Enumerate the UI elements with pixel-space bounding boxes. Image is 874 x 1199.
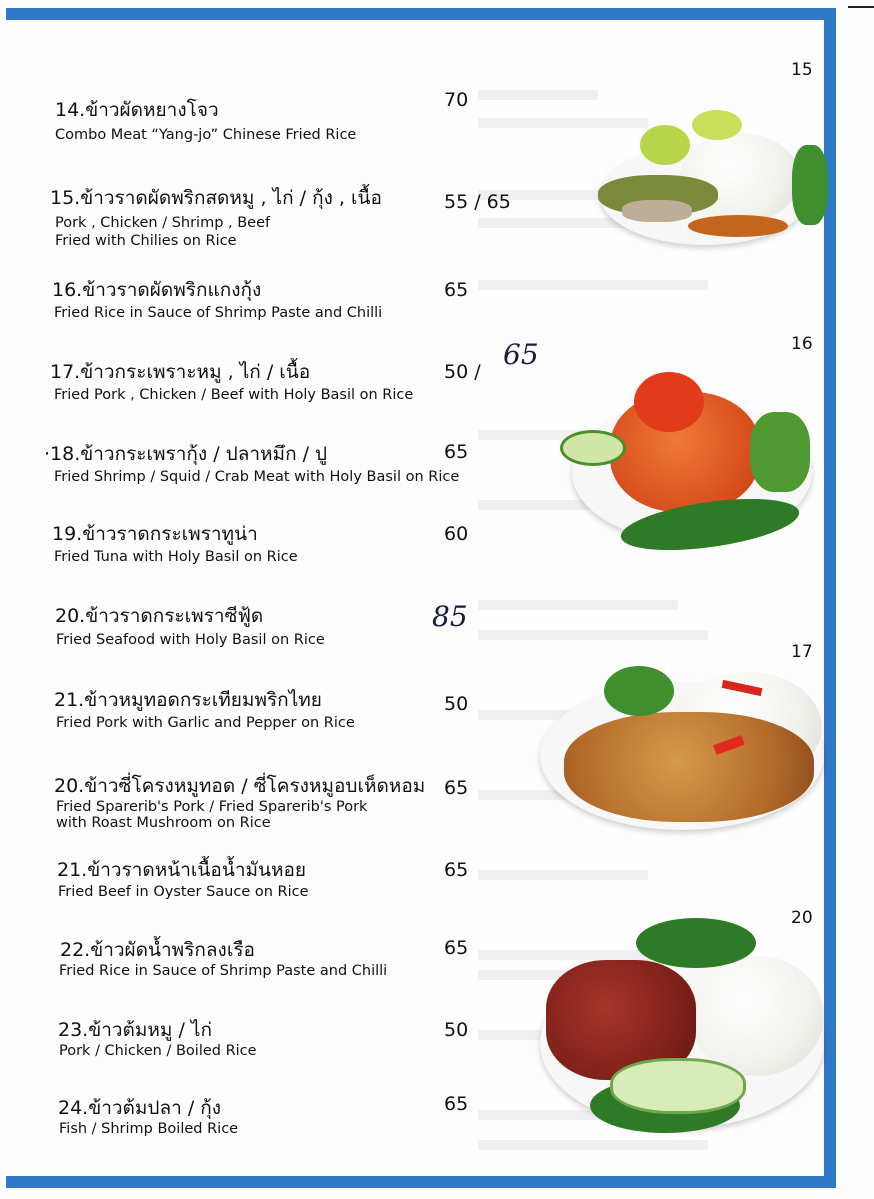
- item-price: 55 / 65: [444, 191, 511, 213]
- item-price: 65: [444, 1093, 469, 1115]
- menu-item-20-sparerib: [0, 768, 520, 838]
- item-price: 65: [444, 937, 469, 959]
- photo-number-16: 16: [791, 334, 813, 354]
- blue-border-top: [6, 8, 836, 20]
- item-price: 65: [444, 777, 469, 799]
- item-thai-name: 20.ข้าวซี่โครงหมูทอด / ซี่โครงหมูอบเห็ดหอม: [54, 775, 426, 797]
- corner-mark: [848, 0, 874, 8]
- item-english-name: Fried Shrimp / Squid / Crab Meat with Holy Basil on Rice: [54, 469, 460, 485]
- item-thai-name: 21.ข้าวราดหน้าเนื้อน้ำมันหอย: [57, 859, 307, 881]
- item-price: 50 /: [444, 361, 481, 383]
- photo-number-20: 20: [791, 908, 813, 928]
- item-thai-name: 20.ข้าวราดกระเพราซีฟู้ด: [55, 605, 264, 627]
- item-thai-name: 19.ข้าวราดกระเพราทูน่า: [52, 523, 258, 545]
- menu-item-17: [0, 354, 520, 424]
- item-english-name: Fried Beef in Oyster Sauce on Rice: [58, 884, 309, 900]
- item-thai-name: 14.ข้าวผัดหยางโจว: [55, 99, 219, 121]
- menu-item-14: [0, 88, 520, 158]
- photo-number-15: 15: [791, 60, 813, 80]
- menu-item-15: [0, 178, 520, 248]
- photo-number-17: 17: [791, 642, 813, 662]
- item-english-name: Fried Pork with Garlic and Pepper on Rice: [56, 715, 355, 731]
- item-thai-name: 21.ข้าวหมูทอดกระเทียมพริกไทย: [54, 689, 322, 711]
- menu-item-21-beef: [0, 856, 520, 926]
- item-thai-name: 24.ข้าวต้มปลา / กุ้ง: [58, 1097, 222, 1119]
- item-english-name: Fried Rice in Sauce of Shrimp Paste and Chilli: [54, 305, 383, 321]
- food-photo-20: [540, 918, 824, 1140]
- item-english-name: Fried Sparerib's Pork / Fried Sparerib's Pork: [56, 799, 368, 815]
- menu-item-19: [0, 518, 520, 588]
- item-english-name: Fried Rice in Sauce of Shrimp Paste and Chilli: [59, 963, 388, 979]
- item-english-name-line2: Fried with Chilies on Rice: [55, 233, 237, 249]
- item-english-name: Fried Tuna with Holy Basil on Rice: [54, 549, 298, 565]
- food-photo-16: [560, 362, 822, 552]
- item-price: 50: [444, 1019, 469, 1041]
- menu-item-24: [0, 1092, 520, 1162]
- item-english-name: Combo Meat “Yang-jo” Chinese Fried Rice: [55, 127, 357, 143]
- item-price: 65: [444, 859, 469, 881]
- item-price: 50: [444, 693, 469, 715]
- menu-item-23: [0, 1016, 520, 1086]
- menu-item-16: [0, 272, 520, 342]
- item-thai-name: ·18.ข้าวกระเพรากุ้ง / ปลาหมึก / ปู: [44, 443, 328, 465]
- item-english-name: Pork , Chicken / Shrimp , Beef: [55, 215, 271, 231]
- item-thai-name: 15.ข้าวราดผัดพริกสดหมู , ไก่ / กุ้ง , เนื้อ: [50, 187, 382, 209]
- item-price: 60: [444, 523, 469, 545]
- item-price: 65: [444, 279, 469, 301]
- item-price: 70: [444, 89, 469, 111]
- item-thai-name: 17.ข้าวกระเพราะหมู , ไก่ / เนื้อ: [50, 361, 311, 383]
- item-thai-name: 16.ข้าวราดผัดพริกแกงกุ้ง: [52, 279, 262, 301]
- menu-item-18: [0, 436, 520, 506]
- menu-item-21: [0, 684, 520, 754]
- item-english-name: Fried Pork , Chicken / Beef with Holy Basil on Rice: [54, 387, 414, 403]
- handwritten-price-17: 65: [503, 338, 539, 371]
- item-english-name-line2: with Roast Mushroom on Rice: [56, 815, 271, 831]
- item-english-name: Fried Seafood with Holy Basil on Rice: [56, 632, 325, 648]
- item-thai-name: 22.ข้าวผัดน้ำพริกลงเรือ: [60, 939, 255, 961]
- food-photo-15: [592, 105, 828, 255]
- item-english-name: Fish / Shrimp Boiled Rice: [59, 1121, 239, 1137]
- item-thai-name: 23.ข้าวต้มหมู / ไก่: [58, 1019, 212, 1041]
- menu-item-22: [0, 936, 520, 1006]
- food-photo-17: [534, 662, 824, 832]
- blue-border-bottom: [6, 1176, 836, 1188]
- item-english-name: Pork / Chicken / Boiled Rice: [59, 1043, 257, 1059]
- handwritten-price-20: 85: [432, 600, 468, 633]
- item-price: 65: [444, 441, 469, 463]
